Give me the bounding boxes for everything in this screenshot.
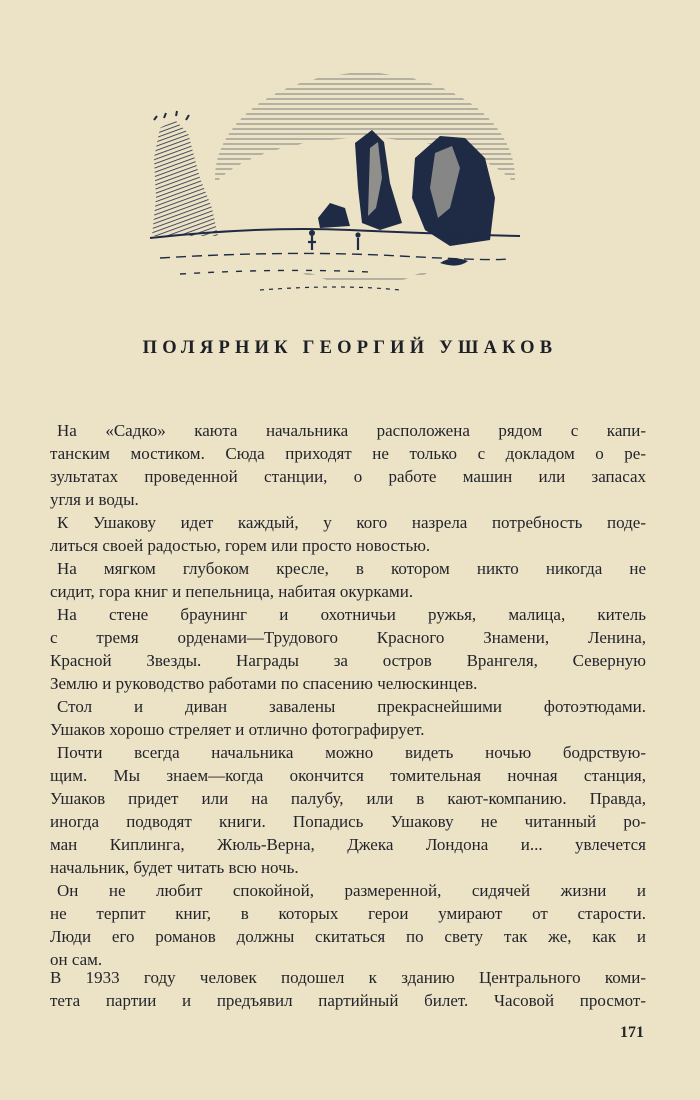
chapter-text bbox=[50, 419, 646, 971]
text-line: щим. Мы знаем—когда окончится томительная ночная станция, bbox=[50, 766, 646, 785]
text-line: Красной Звезды. Награды за остров Врангеля, Северную bbox=[50, 651, 646, 670]
text-line: Почти всегда начальника можно видеть ночью бодрствую- bbox=[57, 743, 646, 762]
text-line: тета партии и предъявил партийный билет. Часовой просмот- bbox=[50, 991, 646, 1010]
text-line: танским мостиком. Сюда приходят не только с докладом о ре- bbox=[50, 444, 646, 463]
page-number: 171 bbox=[620, 1024, 644, 1041]
text-line: Он не любит спокойной, размеренной, сидячей жизни и bbox=[57, 881, 646, 900]
text-line: Ушаков хорошо стреляет и отлично фотографирует. bbox=[50, 720, 425, 739]
next-section-text bbox=[50, 966, 646, 1012]
text-line: К Ушакову идет каждый, у кого назрела потребность поде- bbox=[57, 513, 646, 532]
text-line: не терпит книг, в которых герои умирают от старости. bbox=[50, 904, 646, 923]
text-line: Землю и руководство работами по спасению челюскинцев. bbox=[50, 674, 478, 693]
text-line: Стол и диван завалены прекраснейшими фотоэтюдами. bbox=[57, 697, 646, 716]
text-line: Люди его романов должны скитаться по свету так же, как и bbox=[50, 927, 646, 946]
text-line: В 1933 году человек подошел к зданию Центрального коми- bbox=[50, 968, 646, 987]
arctic-rocks-illustration bbox=[140, 58, 530, 308]
text-line: с тремя орденами—Трудового Красного Знамени, Ленина, bbox=[50, 628, 646, 647]
text-line: угля и воды. bbox=[50, 490, 139, 509]
text-line: начальник, будет читать всю ночь. bbox=[50, 858, 299, 877]
chapter-title: ПОЛЯРНИК ГЕОРГИЙ УШАКОВ bbox=[142, 338, 558, 358]
text-line: Ушаков придет или на палубу, или в кают-компанию. Правда, bbox=[50, 789, 646, 808]
text-line: он сам. bbox=[50, 950, 103, 969]
text-line: зультатах проведенной станции, о работе машин или запасах bbox=[50, 467, 646, 486]
text-line: ман Киплинга, Жюль-Верна, Джека Лондона и... увлечется bbox=[50, 835, 646, 854]
text-line: На «Садко» каюта начальника расположена рядом с капи- bbox=[57, 421, 646, 440]
text-line: литься своей радостью, горем или просто новостью. bbox=[50, 536, 431, 555]
text-line: иногда подводят книги. Попадись Ушакову не читанный ро- bbox=[50, 812, 646, 831]
text-line: На стене браунинг и охотничьи ружья, малица, китель bbox=[57, 605, 646, 624]
text-line: сидит, гора книг и пепельница, набитая окурками. bbox=[50, 582, 414, 601]
text-line: На мягком глубоком кресле, в котором никто никогда не bbox=[57, 559, 646, 578]
